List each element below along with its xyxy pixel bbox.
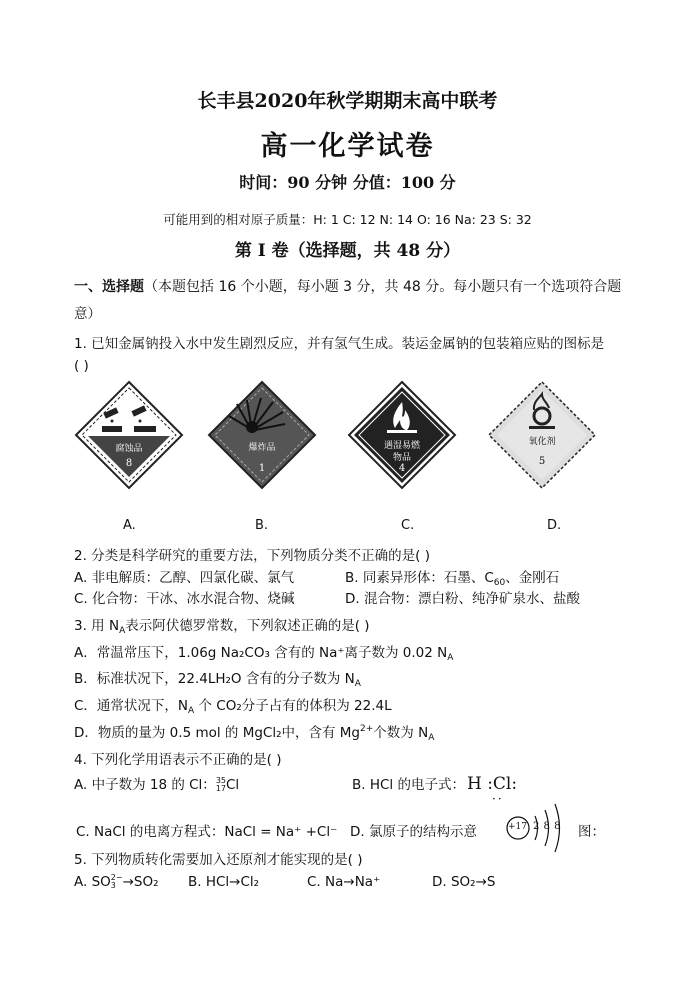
q2-option-d: D. 混合物：漂白粉、纯净矿泉水、盐酸 (345, 591, 580, 607)
q4-a-mass: 35 (215, 776, 226, 785)
q4-b-electron-formula: H :Cl: (466, 774, 518, 794)
sign-explosive (207, 380, 317, 490)
q3-stem-pre: 3. 用 N (74, 618, 120, 634)
sign-c-letter: C. (401, 518, 415, 533)
sign-dangerous-when-wet (347, 380, 457, 490)
electron-shells: 2 8 8 (533, 821, 561, 832)
q3-d-pre: D．物质的量为 0.5 mol 的 MgCl₂中，含有 Mg (74, 725, 361, 741)
q2-option-a: A. 非电解质：乙醇、四氯化碳、氯气 (74, 570, 295, 586)
q2-stem: 2. 分类是科学研究的重要方法，下列物质分类不正确的是( ) (74, 548, 430, 564)
nucleus-charge: +17 (508, 822, 527, 832)
q3-c-pre: C．通常状况下，N (74, 698, 189, 714)
sign-c-label: 遇湿易燃 (383, 441, 420, 451)
q5-option-b: B. HCl→Cl₂ (188, 874, 260, 890)
q3-option-a (74, 641, 453, 663)
q2-b-sub: 60 (493, 578, 506, 588)
q3-d-sub: A (428, 733, 435, 743)
chlorine-atom-diagram (505, 796, 577, 854)
q3-b-text: B．标准状况下，22.4LH₂O 含有的分子数为 N (74, 671, 355, 687)
q1-stem: 1. 已知金属钠投入水中发生剧烈反应，并有氢气生成。装运金属钠的包装箱应贴的图标是 (74, 336, 605, 352)
q3-stem-sub: A (119, 626, 126, 636)
sign-a-number: 8 (125, 458, 133, 469)
q3-b-sub: A (354, 679, 361, 689)
sign-c-label-2: 物品 (392, 453, 411, 463)
q3-d-sup: 2+ (360, 724, 374, 734)
q4-option-c: C. NaCl 的电离方程式：NaCl = Na⁺ +Cl⁻ (76, 824, 338, 840)
q5-option-d: D. SO₂→S (432, 874, 496, 890)
q2-option-b (345, 566, 559, 588)
section-intro (74, 276, 621, 296)
q4-a-text: A. 中子数为 18 的 Cl： (74, 777, 216, 793)
sign-a-label: 腐蚀品 (115, 444, 143, 454)
q5-option-a (74, 874, 159, 890)
q4-option-d-tail: 图： (578, 824, 605, 840)
q3-d-post: 个数为 N (373, 725, 429, 741)
section-heading: 一、选择题 (74, 279, 144, 295)
q5-a-pre: A. SO (74, 874, 111, 890)
q4-option-a (74, 773, 239, 793)
q4-a-element: Cl (226, 777, 240, 793)
q4-stem: 4. 下列化学用语表示不正确的是( ) (74, 752, 282, 768)
q5-option-c: C. Na→Na⁺ (307, 874, 381, 890)
q4-option-b (352, 773, 517, 794)
paper-title: 高一化学试卷 (260, 131, 435, 162)
q4-option-d: D. 氯原子的结构示意 (350, 824, 477, 840)
sign-b-number: 1 (258, 463, 266, 474)
q3-stem-post: 表示阿伏德罗常数，下列叙述正确的是( ) (125, 618, 370, 634)
atomic-masses-line: 可能用到的相对原子质量：H: 1 C: 12 N: 14 O: 16 Na: 23 S: 32 (163, 212, 532, 227)
q3-a-text: A．常温常压下，1.06g Na₂CO₃ 含有的 Na⁺离子数为 0.02 N (74, 645, 448, 661)
sign-b-letter: B. (255, 518, 269, 533)
sign-b-label: 爆炸品 (248, 443, 276, 453)
time-score-line: 时间：90 分钟 分值：100 分 (239, 173, 456, 192)
q3-option-b (74, 667, 361, 689)
q3-option-c (74, 694, 392, 716)
q4-b-dots: ·· (492, 792, 504, 806)
sign-d-label: 氧化剂 (528, 437, 556, 447)
q3-c-sub: A (188, 706, 195, 716)
volume-heading: 第 I 卷（选择题，共 48 分） (234, 241, 461, 261)
q3-c-post: 个 CO₂分子占有的体积为 22.4L (194, 698, 392, 714)
q1-blank: ( ) (74, 358, 89, 374)
q3-option-d (74, 721, 434, 743)
q4-b-text: B. HCl 的电子式： (352, 777, 465, 793)
q2-b-text: B. 同素异形体：石墨、C (345, 570, 494, 586)
q2-option-c: C. 化合物：干冰、冰水混合物、烧碱 (74, 591, 295, 607)
q4-a-atomic: 17 (215, 784, 226, 793)
q3-stem (74, 614, 370, 636)
sign-a-letter: A. (123, 518, 136, 533)
q3-a-sub: A (447, 653, 454, 663)
section-intro-cont: 意） (74, 306, 101, 322)
sign-c-number: 4 (398, 463, 406, 474)
exam-title: 长丰县2020年秋学期期末高中联考 (197, 90, 498, 112)
q5-a-charge: 2− (110, 873, 123, 882)
q2-b-post: 、金刚石 (505, 570, 560, 586)
sign-oxidizer (487, 380, 597, 490)
q5-a-post: →SO₂ (122, 874, 159, 890)
sign-d-letter: D. (547, 518, 562, 533)
sign-corrosive (74, 380, 184, 490)
q5-stem: 5. 下列物质转化需要加入还原剂才能实现的是( ) (74, 852, 363, 868)
sign-d-number: 5 (538, 456, 546, 467)
q5-a-count: 3 (110, 881, 116, 890)
section-intro-text: （本题包括 16 个小题，每小题 3 分，共 48 分。每小题只有一个选项符合题 (144, 279, 622, 295)
